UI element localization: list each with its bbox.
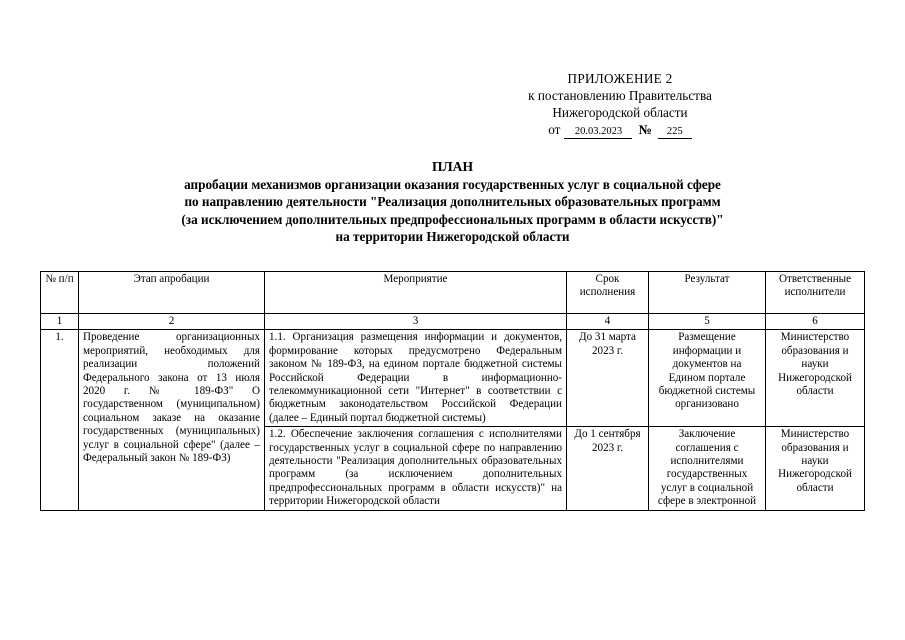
header-responsible: Ответственные исполнители: [766, 272, 865, 314]
result-cell: Заключение соглашения с исполнителями государственных услуг в социальной сфере в электронной: [649, 427, 766, 510]
row-number: 1.: [41, 330, 79, 510]
plan-title: ПЛАН: [431, 159, 474, 174]
plan-heading-line-3: (за исключением дополнительных предпрофессиональных программ в области искусств)": [181, 211, 724, 227]
plan-heading: [60, 158, 845, 246]
term-cell: До 1 сентября 2023 г.: [567, 427, 649, 510]
column-number: 6: [766, 314, 865, 330]
table-row: [41, 330, 865, 427]
number-sign: №: [638, 122, 652, 137]
header-event: Мероприятие: [265, 272, 567, 314]
appendix-line-1: к постановлению Правительства: [528, 88, 712, 103]
plan-heading-line-2: по направлению деятельности "Реализация дополнительных образовательных программ: [184, 194, 721, 209]
responsible-cell: Министерство образования и науки Нижегородской области: [766, 427, 865, 510]
column-number: 1: [41, 314, 79, 330]
column-number: 3: [265, 314, 567, 330]
header-term: Срок исполнения: [567, 272, 649, 314]
header-stage: Этап апробации: [79, 272, 265, 314]
stage-cell: Проведение организационных мероприятий, необходимых для реализации положений Федерального закона от 13 июля 2020 г. № 189-ФЗ" О государственном (муниципальном) социальном заказе на оказание государственных (муниципальных) услуг в социальной сфере" (далее – Федеральный закон № 189-ФЗ): [79, 330, 265, 510]
plan-heading-line-4: на территории Нижегородской области: [335, 229, 570, 244]
column-number: 4: [567, 314, 649, 330]
appendix-line-2: Нижегородской области: [552, 105, 688, 120]
header-no: № п/п: [41, 272, 79, 314]
event-cell: 1.1. Организация размещения информации и документов, формирование которых предусмотрено Федеральным законом № 189-ФЗ, на едином портале бюджетной системы Российской Федерации в информационно-телекоммуникационной сети "Интернет" в соответствии с бюджетным законодательством Российской Федерации (далее – Единый портал бюджетной системы): [265, 330, 567, 427]
column-number-row: [41, 314, 865, 330]
appendix-title: ПРИЛОЖЕНИЕ 2: [567, 71, 673, 86]
column-number: 2: [79, 314, 265, 330]
event-cell: 1.2. Обеспечение заключения соглашения с исполнителями государственных услуг в социальной сфере по направлению деятельности "Реализация дополнительных образовательных программ (за исключением дополнительных предпрофессиональных программ в области искусств)" на территории Нижегородской области: [265, 427, 567, 510]
plan-heading-line-1: апробации механизмов организации оказания государственных услуг в социальной сфере: [184, 176, 721, 192]
column-number: 5: [649, 314, 766, 330]
plan-table: [40, 271, 865, 511]
appendix-header: [500, 70, 740, 139]
responsible-cell: Министерство образования и науки Нижегородской области: [766, 330, 865, 427]
appendix-date: 20.03.2023: [564, 125, 632, 139]
term-cell: До 31 марта 2023 г.: [567, 330, 649, 427]
appendix-number: 225: [658, 125, 692, 139]
date-prefix: от: [548, 122, 561, 137]
header-result: Результат: [649, 272, 766, 314]
appendix-date-line: [500, 121, 740, 139]
table-header-row: [41, 272, 865, 314]
result-cell: Размещение информации и документов на Едином портале бюджетной системы организовано: [649, 330, 766, 427]
